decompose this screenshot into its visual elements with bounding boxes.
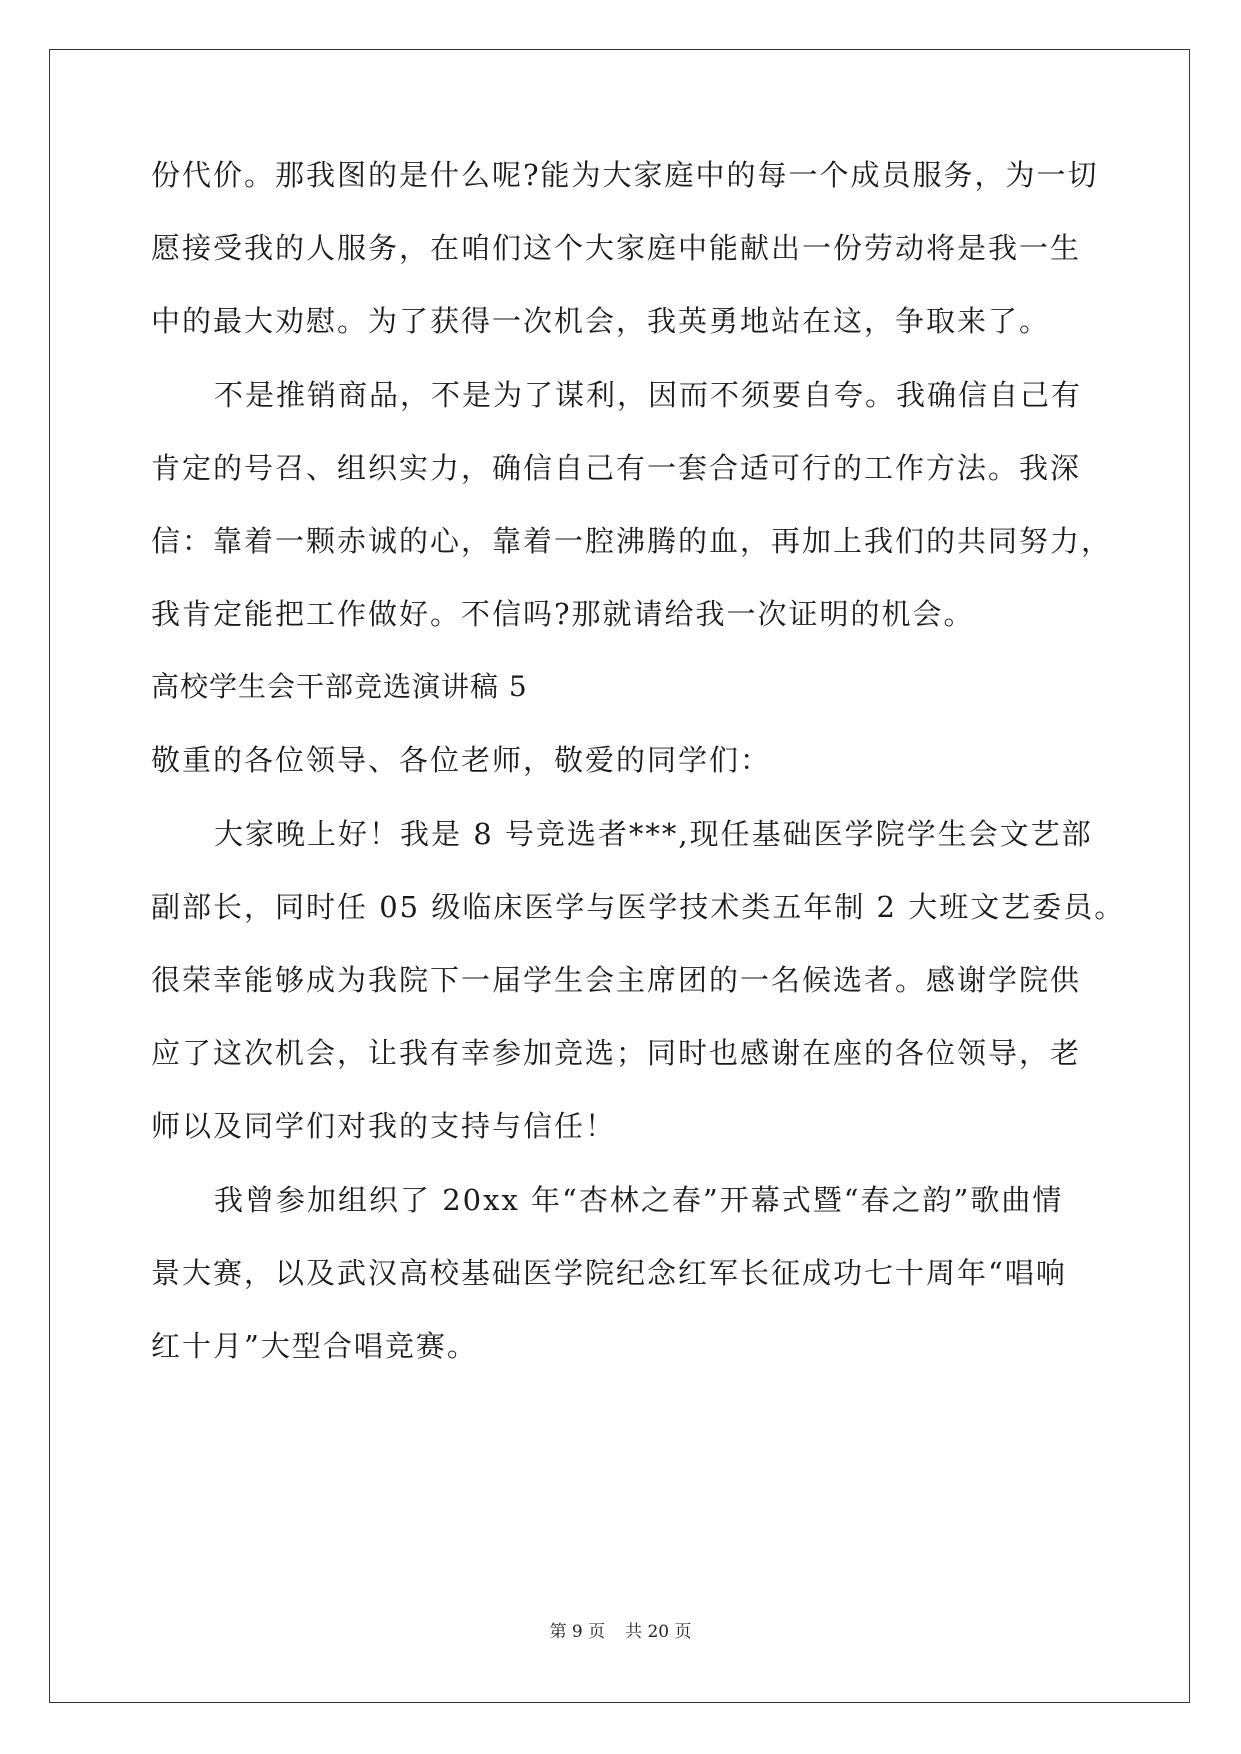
paragraph-line: 不是推销商品，不是为了谋利，因而不须要自夸。我确信自己有 <box>214 378 1083 412</box>
paragraph-line: 肯定的号召、组织实力，确信自己有一套合适可行的工作方法。我深 <box>151 451 1082 485</box>
paragraph-line: 副部长，同时任 05 级临床医学与医学技术类五年制 2 大班文艺委员。 <box>151 890 1126 924</box>
paragraph-line: 红十月”大型合唱竞赛。 <box>151 1329 478 1363</box>
page-number-total: 共 20 页 <box>625 1622 692 1642</box>
paragraph-line: 大家晚上好！我是 8 号竞选者***,现任基础医学院学生会文艺部 <box>214 817 1093 851</box>
page-border <box>49 49 1190 1703</box>
paragraph-line: 师以及同学们对我的支持与信任！ <box>151 1109 617 1143</box>
paragraph-line: 我肯定能把工作做好。不信吗?那就请给我一次证明的机会。 <box>151 597 975 631</box>
salutation-line: 敬重的各位领导、各位老师，敬爱的同学们： <box>151 743 772 777</box>
paragraph-line: 愿接受我的人服务，在咱们这个大家庭中能献出一份劳动将是我一生 <box>151 231 1082 265</box>
paragraph-line: 份代价。那我图的是什么呢?能为大家庭中的每一个成员服务，为一切 <box>151 158 1099 192</box>
paragraph-line: 中的最大劝慰。为了获得一次机会，我英勇地站在这，争取来了。 <box>151 304 1051 338</box>
paragraph-line: 很荣幸能够成为我院下一届学生会主席团的一名候选者。感谢学院供 <box>151 963 1082 997</box>
page-footer <box>0 1620 1241 1644</box>
paragraph-line: 信：靠着一颗赤诚的心，靠着一腔沸腾的血，再加上我们的共同努力， <box>151 524 1113 558</box>
page-number-current: 第 9 页 <box>549 1622 606 1642</box>
paragraph-line: 我曾参加组织了 20xx 年“杏林之春”开幕式暨“春之韵”歌曲情 <box>214 1183 1064 1217</box>
section-heading: 高校学生会干部竞选演讲稿 5 <box>151 670 528 703</box>
paragraph-line: 景大赛，以及武汉高校基础医学院纪念红军长征成功七十周年“唱响 <box>151 1256 1067 1290</box>
paragraph-line: 应了这次机会，让我有幸参加竞选；同时也感谢在座的各位领导，老 <box>151 1036 1082 1070</box>
